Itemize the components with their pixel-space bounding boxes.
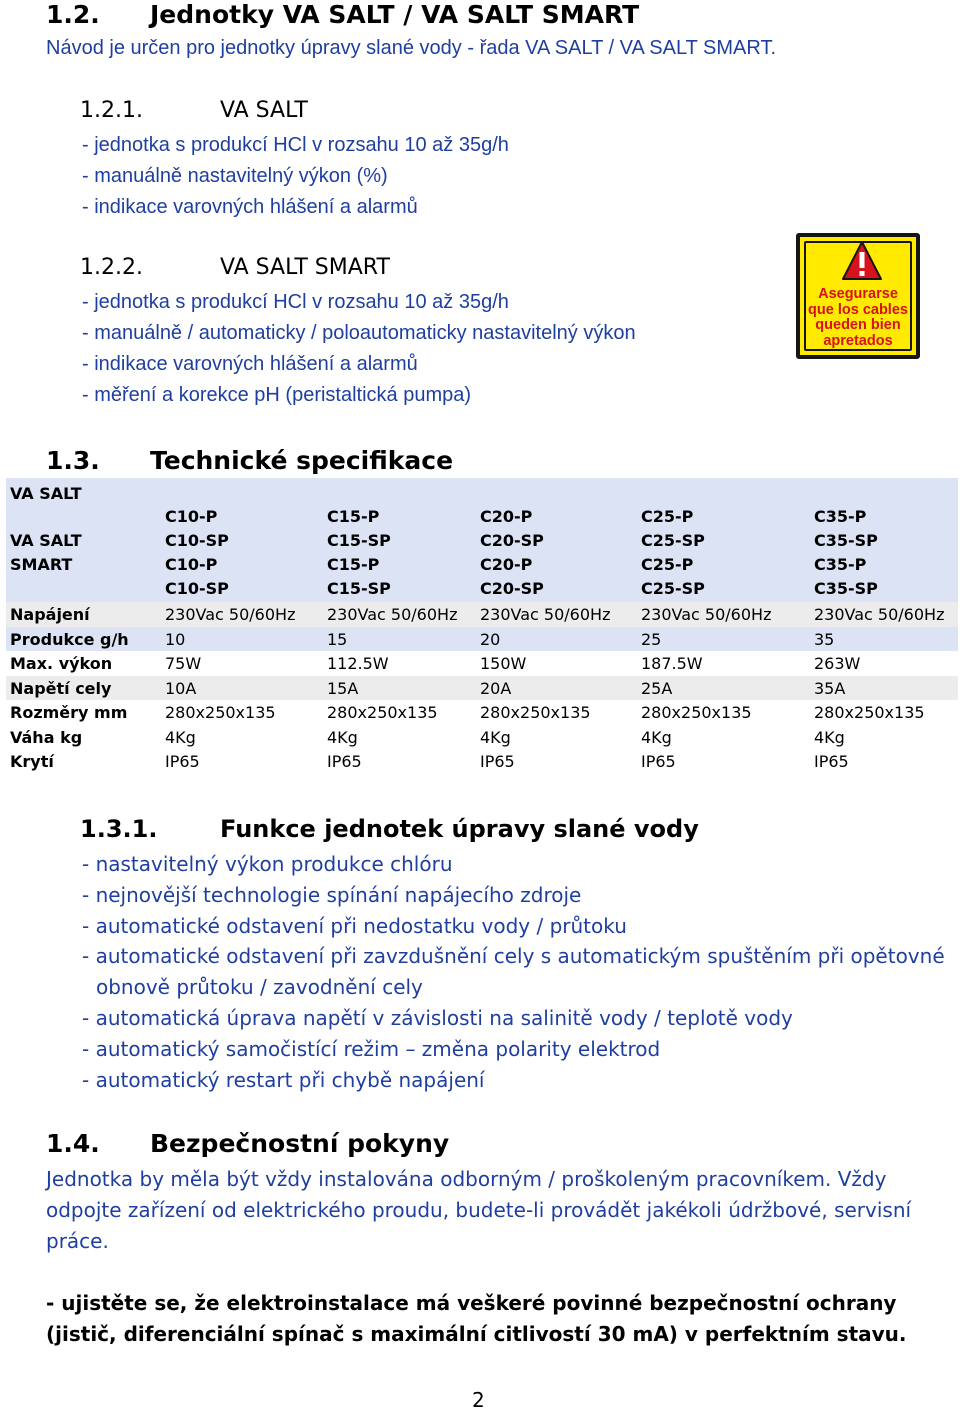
model-cell: C25-P xyxy=(641,555,694,574)
section-number-1-2-1: 1.2.1. xyxy=(80,98,143,123)
table-cell: 230Vac 50/60Hz xyxy=(165,605,296,624)
section-title-1-3-1: Funkce jednotek úpravy slané vody xyxy=(220,815,699,843)
table-row xyxy=(6,725,958,750)
model-cell: C35-SP xyxy=(814,531,878,550)
section-number-1-3: 1.3. xyxy=(46,446,100,475)
list-item: - automatické odstavení při zavzdušnění cely s automatickým spuštěním při opětovné xyxy=(82,944,945,968)
table-cell: 20 xyxy=(480,629,501,649)
intro-text: Návod je určen pro jednotky úpravy slané vody - řada VA SALT / VA SALT SMART. xyxy=(46,37,776,59)
model-cell: C35-SP xyxy=(814,579,878,598)
list-item: - manuálně / automaticky / poloautomaticky nastavitelný výkon xyxy=(82,322,636,344)
section-number-1-4: 1.4. xyxy=(46,1129,100,1158)
section-title-1-3: Technické specifikace xyxy=(150,446,454,475)
list-item: - jednotka s produkcí HCl v rozsahu 10 až 35g/h xyxy=(82,134,509,156)
model-cell: C15-SP xyxy=(327,531,391,550)
model-cell: C10-P xyxy=(165,555,218,574)
list-item: - automatický samočistící režim – změna polarity elektrod xyxy=(82,1037,661,1061)
model-cell: C25-SP xyxy=(641,531,705,550)
row-label: Napětí cely xyxy=(10,678,112,698)
safety-warning-line: - ujistěte se, že elektroinstalace má veškeré povinné bezpečnostní ochrany xyxy=(46,1291,897,1315)
table-cell: 25A xyxy=(641,678,673,698)
section-title-1-2-2: VA SALT SMART xyxy=(220,255,390,280)
model-cell: C25-P xyxy=(641,507,694,526)
model-cell: C20-P xyxy=(480,507,533,526)
section-title-1-2: Jednotky VA SALT / VA SALT SMART xyxy=(150,0,640,29)
table-row xyxy=(6,749,958,774)
model-cell: C15-P xyxy=(327,507,380,526)
section-number-1-3-1: 1.3.1. xyxy=(80,815,158,843)
list-item: - indikace varovných hlášení a alarmů xyxy=(82,353,418,375)
model-cell: C20-P xyxy=(480,555,533,574)
row-label: Krytí xyxy=(10,752,54,771)
row-label: Produkce g/h xyxy=(10,629,129,649)
table-cell: 280x250x135 xyxy=(641,703,752,722)
warning-sign xyxy=(796,233,920,359)
table-cell: 280x250x135 xyxy=(814,703,925,722)
section-number-1-2-2: 1.2.2. xyxy=(80,255,143,280)
model-cell: C10-P xyxy=(165,507,218,526)
model-cell: C20-SP xyxy=(480,579,544,598)
table-cell: IP65 xyxy=(327,752,362,771)
list-item: - automatický restart při chybě napájení xyxy=(82,1068,485,1092)
table-cell: 280x250x135 xyxy=(327,703,438,722)
warning-line: Asegurarse xyxy=(818,286,898,302)
section-title-1-4: Bezpečnostní pokyny xyxy=(150,1129,450,1158)
warning-line: queden bien xyxy=(815,317,901,333)
section-number-1-2: 1.2. xyxy=(46,0,100,29)
safety-warning-line: (jistič, diferenciální spínač s maximální citlivostí 30 mA) v perfektním stavu. xyxy=(46,1322,907,1346)
list-item: - indikace varovných hlášení a alarmů xyxy=(82,196,418,218)
table-cell: IP65 xyxy=(641,752,676,771)
list-item: - nastavitelný výkon produkce chlóru xyxy=(82,852,453,876)
paragraph-line: odpojte zařízení od elektrického proudu, budete-li provádět jakékoli údržbové, servisní xyxy=(46,1198,912,1222)
table-row xyxy=(6,676,958,701)
page-number: 2 xyxy=(472,1388,485,1412)
list-item: - automatická úprava napětí v závislosti na salinitě vody / teplotě vody xyxy=(82,1006,793,1030)
table-cell: 230Vac 50/60Hz xyxy=(480,605,611,624)
row-label: Napájení xyxy=(10,605,90,624)
list-item: - automatické odstavení při nedostatku vody / průtoku xyxy=(82,914,627,938)
list-item: - manuálně nastavitelný výkon (%) xyxy=(82,165,388,187)
table-cell: 187.5W xyxy=(641,654,703,673)
section-title-1-2-1: VA SALT xyxy=(220,98,308,123)
model-cell: C35-P xyxy=(814,507,867,526)
table-cell: 263W xyxy=(814,654,861,673)
table-cell: 35 xyxy=(814,629,835,649)
list-item: - jednotka s produkcí HCl v rozsahu 10 až 35g/h xyxy=(82,291,509,313)
table-cell: 35A xyxy=(814,678,846,698)
table-cell: 280x250x135 xyxy=(165,703,276,722)
warning-triangle-icon xyxy=(840,239,884,283)
table-cell: IP65 xyxy=(480,752,515,771)
table-row xyxy=(6,700,958,725)
table-cell: 150W xyxy=(480,654,527,673)
table-cell: 230Vac 50/60Hz xyxy=(641,605,772,624)
model-cell: C15-SP xyxy=(327,579,391,598)
table-cell: 15A xyxy=(327,678,359,698)
table-cell: 75W xyxy=(165,654,202,673)
table-cell: 280x250x135 xyxy=(480,703,591,722)
paragraph-line: práce. xyxy=(46,1229,109,1253)
table-cell: 230Vac 50/60Hz xyxy=(327,605,458,624)
model-cell: C15-P xyxy=(327,555,380,574)
table-cell: 112.5W xyxy=(327,654,389,673)
spec-table-header xyxy=(6,478,958,602)
table-cell: IP65 xyxy=(165,752,200,771)
table-row xyxy=(6,602,958,627)
list-item: obnově průtoku / zavodnění cely xyxy=(96,975,423,999)
model-cell: C10-SP xyxy=(165,579,229,598)
model-cell: C20-SP xyxy=(480,531,544,550)
paragraph-line: Jednotka by měla být vždy instalována odborným / proškoleným pracovníkem. Vždy xyxy=(46,1167,887,1191)
table-row xyxy=(6,651,958,676)
warning-line: apretados xyxy=(823,332,893,349)
table-cell: 4Kg xyxy=(327,727,358,747)
table-cell: 4Kg xyxy=(165,727,196,747)
row-label: Rozměry mm xyxy=(10,703,128,722)
table-cell: 230Vac 50/60Hz xyxy=(814,605,945,624)
table-cell: 4Kg xyxy=(641,727,672,747)
model-cell: C25-SP xyxy=(641,579,705,598)
list-item: - nejnovější technologie spínání napájecího zdroje xyxy=(82,883,582,907)
table-cell: 20A xyxy=(480,678,512,698)
warning-line: que los cables xyxy=(808,301,908,318)
table-cell: 10A xyxy=(165,678,197,698)
table-cell: 4Kg xyxy=(814,727,845,747)
table-cell: IP65 xyxy=(814,752,849,771)
row-label: Max. výkon xyxy=(10,654,113,673)
model-cell: C10-SP xyxy=(165,531,229,550)
table-cell: 15 xyxy=(327,629,348,649)
spec-table xyxy=(6,478,958,774)
table-cell: 4Kg xyxy=(480,727,511,747)
header-label-va-salt-smart: VA SALT xyxy=(10,531,82,550)
table-cell: 10 xyxy=(165,629,186,649)
header-label-smart: SMART xyxy=(10,555,73,574)
table-row xyxy=(6,627,958,652)
row-label: Váha kg xyxy=(10,727,83,747)
header-label-va-salt: VA SALT xyxy=(10,484,82,503)
model-cell: C35-P xyxy=(814,555,867,574)
list-item: - měření a korekce pH (peristaltická pumpa) xyxy=(82,384,472,406)
table-cell: 25 xyxy=(641,629,662,649)
